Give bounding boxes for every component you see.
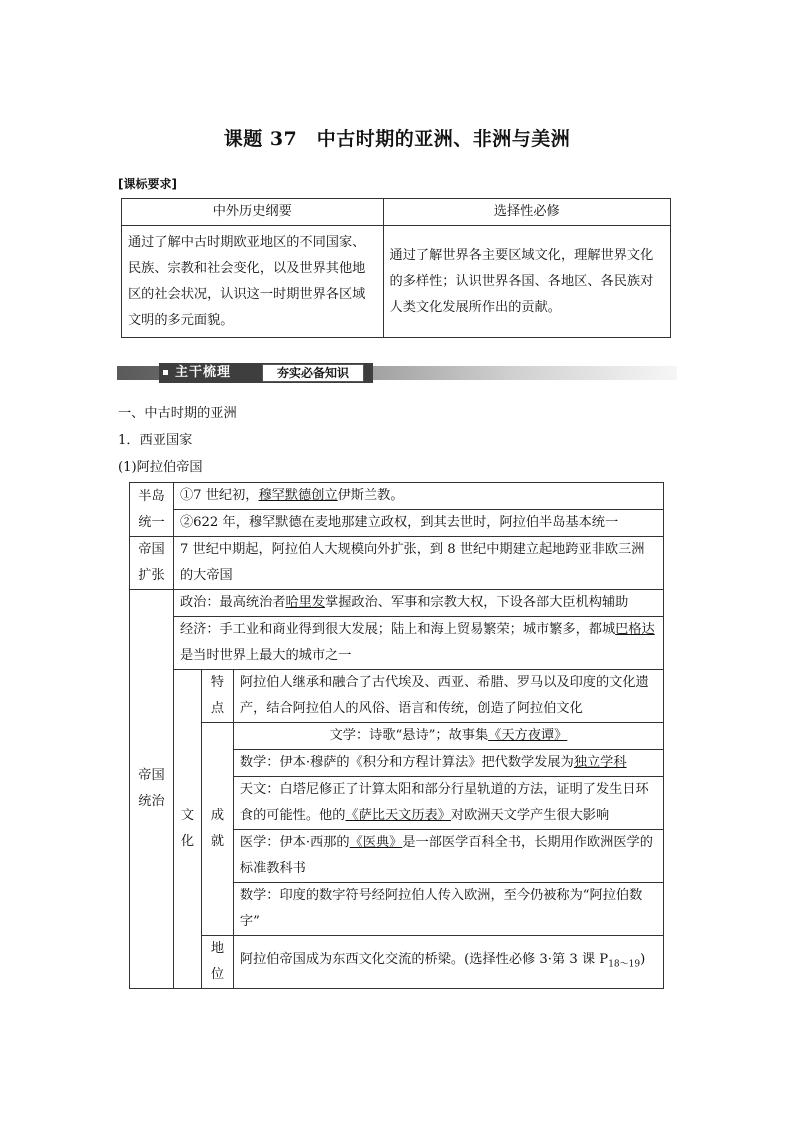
- label-features: 特点: [201, 670, 233, 723]
- requirements-header-right: 选择性必修: [383, 199, 670, 226]
- section-banner: [117, 362, 677, 384]
- achievement-math-numerals: 数学：印度的数字符号经阿拉伯人传入欧洲，至今仍被称为“阿拉伯数字”: [233, 883, 663, 936]
- heading-asia: 一、中古时期的亚洲: [118, 406, 237, 421]
- section-banner-subtitle: 夯实必备知识: [262, 364, 364, 382]
- section-banner-title: 主干梳理: [175, 365, 232, 380]
- requirements-left-text: 通过了解中古时期欧亚地区的不同国家、民族、宗教和社会变化，以及世界其他地区的社会状况，认识这一时期世界各区域文明的多元面貌。: [122, 226, 384, 338]
- heading-arab-empire: (1)阿拉伯帝国: [118, 460, 203, 475]
- features-text: 阿拉伯人继承和融合了古代埃及、西亚、希腊、罗马以及印度的文化遗产，结合阿拉伯人的风俗、语言和传统，创造了阿拉伯文化: [233, 670, 663, 723]
- expansion-text: 7 世纪中期起，阿拉伯人大规模向外扩张，到 8 世纪中期建立起地跨亚非欧三洲的大帝国: [173, 537, 663, 590]
- curriculum-requirements-label: [课标要求]: [118, 177, 177, 191]
- achievement-medicine: 医学：伊本·西那的《医典》是一部医学百科全书，长期用作欧洲医学的标准教科书: [233, 830, 663, 883]
- label-status: 地位: [201, 936, 233, 989]
- achievement-astronomy: 天文：白塔尼修正了计算太阳和部分行星轨道的方法，证明了发生日环食的可能性。他的《萨比天文历表》对欧洲天文学产生很大影响: [233, 777, 663, 830]
- arab-empire-table: [129, 482, 664, 989]
- peninsula-point-1: ①7 世纪初，穆罕默德创立伊斯兰教。: [173, 483, 663, 510]
- label-empire-rule: 帝国统治: [130, 590, 174, 989]
- peninsula-point-2: ②622 年，穆罕默德在麦地那建立政权，到其去世时，阿拉伯半岛基本统一: [173, 510, 663, 537]
- status-text: 阿拉伯帝国成为东西文化交流的桥梁。(选择性必修 3·第 3 课 $P_{18\sim 19}$): [233, 936, 663, 989]
- politics-text: 政治：最高统治者哈里发掌握政治、军事和宗教大权，下设各部大臣机构辅助: [173, 590, 663, 617]
- bullet-icon: [163, 370, 168, 375]
- label-peninsula-unification: 半岛统一: [130, 483, 174, 537]
- requirements-table: [121, 198, 671, 338]
- requirements-header-left: 中外历史纲要: [122, 199, 384, 226]
- label-culture: 文化: [173, 670, 201, 989]
- achievement-literature: 文学：诗歌“悬诗”；故事集《天方夜谭》: [233, 723, 663, 750]
- achievement-math-algebra: 数学：伊本·穆萨的《积分和方程计算法》把代数学发展为独立学科: [233, 750, 663, 777]
- label-achievements: 成就: [201, 723, 233, 936]
- label-empire-expansion: 帝国扩张: [130, 537, 174, 590]
- requirements-right-text: 通过了解世界各主要区域文化，理解世界文化的多样性；认识世界各国、各地区、各民族对人类文化发展所作出的贡献。: [383, 226, 670, 338]
- heading-west-asia: 1．西亚国家: [118, 433, 193, 448]
- page-title: 课题 37 中古时期的亚洲、非洲与美洲: [223, 128, 571, 150]
- economy-text: 经济：手工业和商业得到很大发展；陆上和海上贸易繁荣；城市繁多，都城巴格达是当时世界上最大的城市之一: [173, 617, 663, 670]
